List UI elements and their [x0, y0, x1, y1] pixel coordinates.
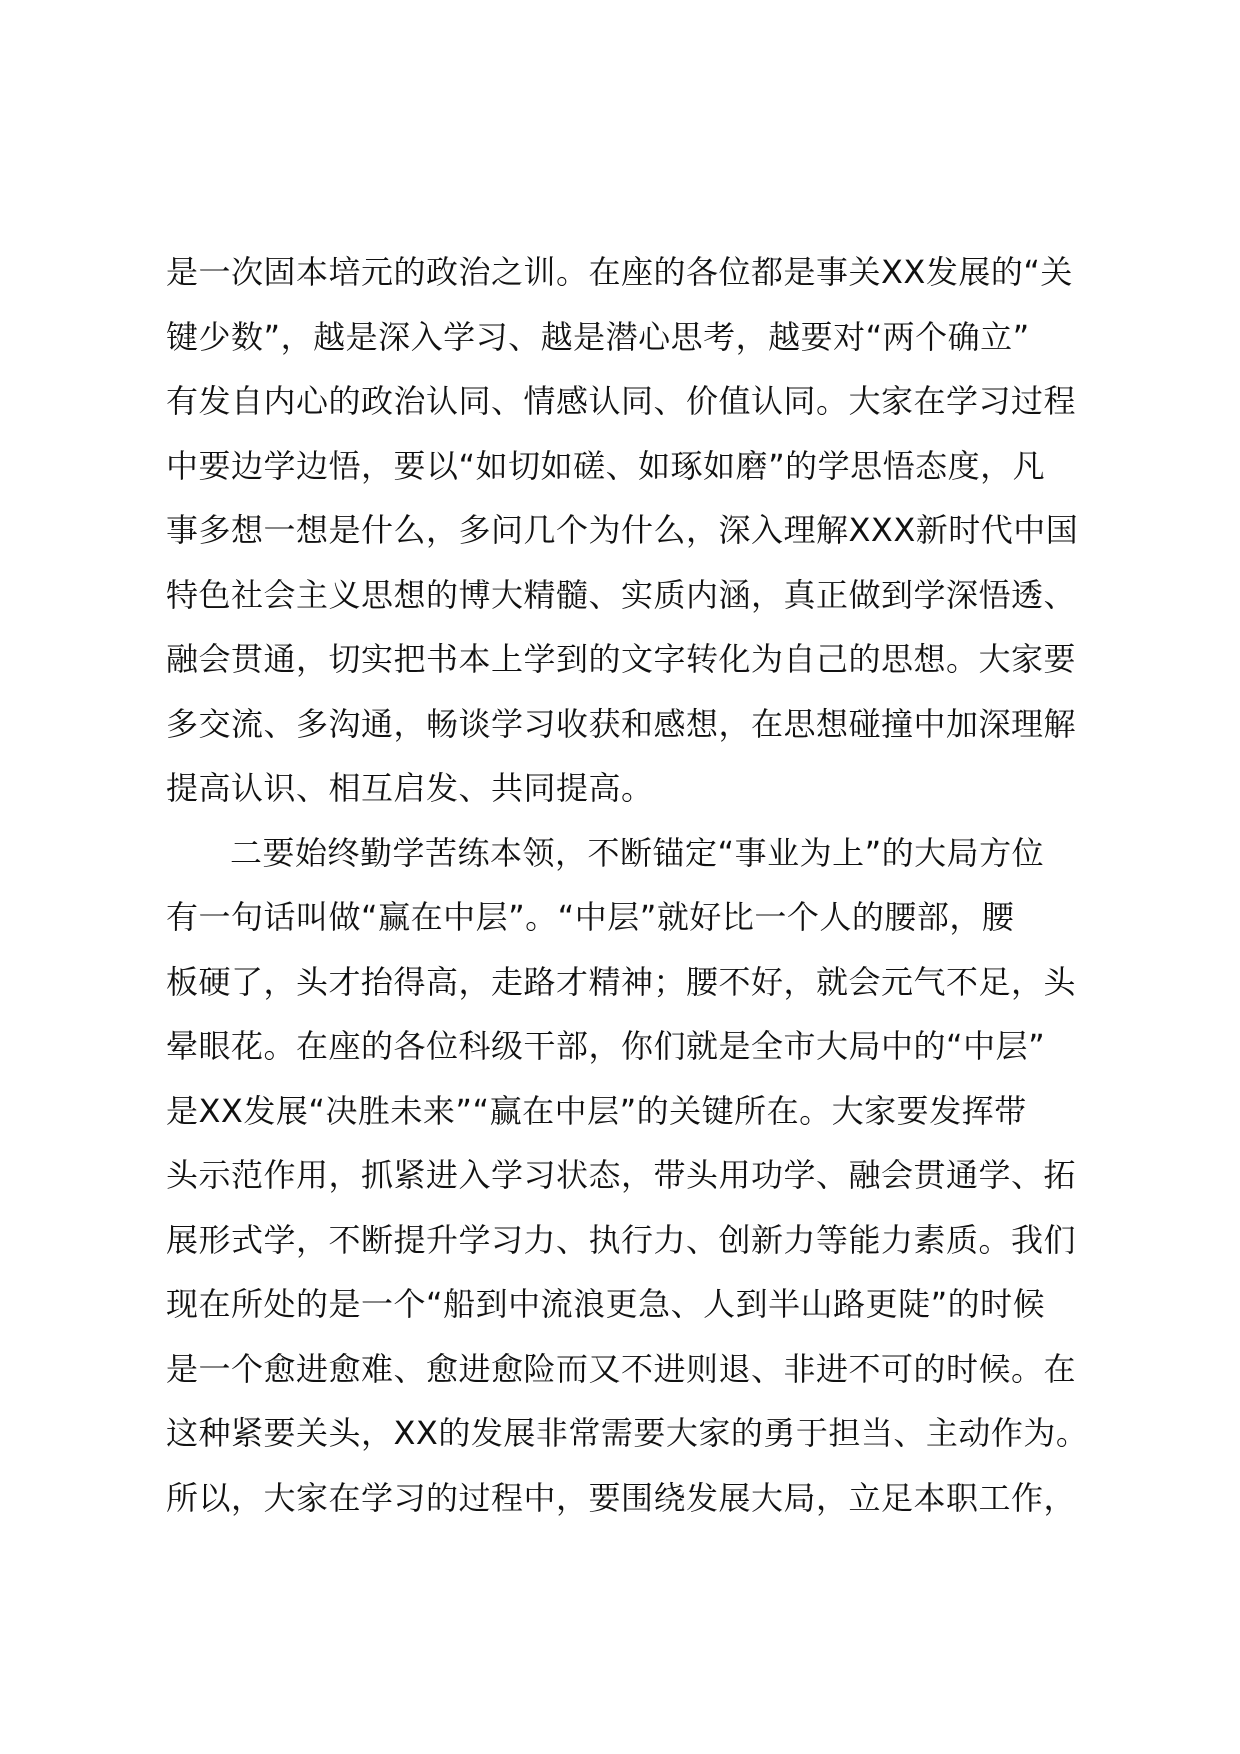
text-line: 特色社会主义思想的博大精髓、实质内涵，真正做到学深悟透、 — [166, 575, 1077, 614]
text-line: 这种紧要关头，XX的发展非常需要大家的勇于担当、主动作为。 — [166, 1414, 1089, 1452]
text-line: 事多想一想是什么，多问几个为什么，深入理解XXX新时代中国 — [166, 511, 1079, 549]
text-line: 有发自内心的政治认同、情感认同、价值认同。大家在学习过程 — [166, 382, 1077, 420]
body-text — [166, 240, 1126, 1530]
text-line: 多交流、多沟通，畅谈学习收获和感想，在思想碰撞中加深理解 — [166, 704, 1077, 743]
text-line: 键少数”，越是深入学习、越是潜心思考，越要对“两个确立” — [166, 317, 1030, 356]
text-line: 所以，大家在学习的过程中，要围绕发展大局，立足本职工作， — [166, 1478, 1077, 1517]
text-line: 晕眼花。在座的各位科级干部，你们就是全市大局中的“中层” — [166, 1027, 1046, 1065]
text-line: 融会贯通，切实把书本上学到的文字转化为自己的思想。大家要 — [166, 640, 1077, 678]
text-line: 中要边学边悟，要以“如切如磋、如琢如磨”的学思悟态度，凡 — [166, 446, 1046, 485]
text-line: 现在所处的是一个“船到中流浪更急、人到半山路更陡”的时候 — [166, 1285, 1046, 1323]
text-line: 有一句话叫做“赢在中层”。“中层”就好比一个人的腰部，腰 — [166, 898, 1015, 936]
section-heading-line: 二要始终勤学苦练本领，不断锚定“事业为上”的大局方位 — [230, 833, 1045, 872]
text-line: 展形式学，不断提升学习力、执行力、创新力等能力素质。我们 — [166, 1220, 1077, 1259]
text-line: 板硬了，头才抬得高，走路才精神；腰不好，就会元气不足，头 — [166, 962, 1077, 1001]
text-line: 是一次固本培元的政治之训。在座的各位都是事关XX发展的“关 — [166, 253, 1073, 291]
text-line: 是XX发展“决胜未来”“赢在中层”的关键所在。大家要发挥带 — [166, 1091, 1027, 1130]
text-line: 头示范作用，抓紧进入学习状态，带头用功学、融会贯通学、拓 — [166, 1156, 1077, 1194]
text-line: 提高认识、相互启发、共同提高。 — [166, 769, 654, 807]
text-line: 是一个愈进愈难、愈进愈险而又不进则退、非进不可的时候。在 — [166, 1349, 1077, 1388]
